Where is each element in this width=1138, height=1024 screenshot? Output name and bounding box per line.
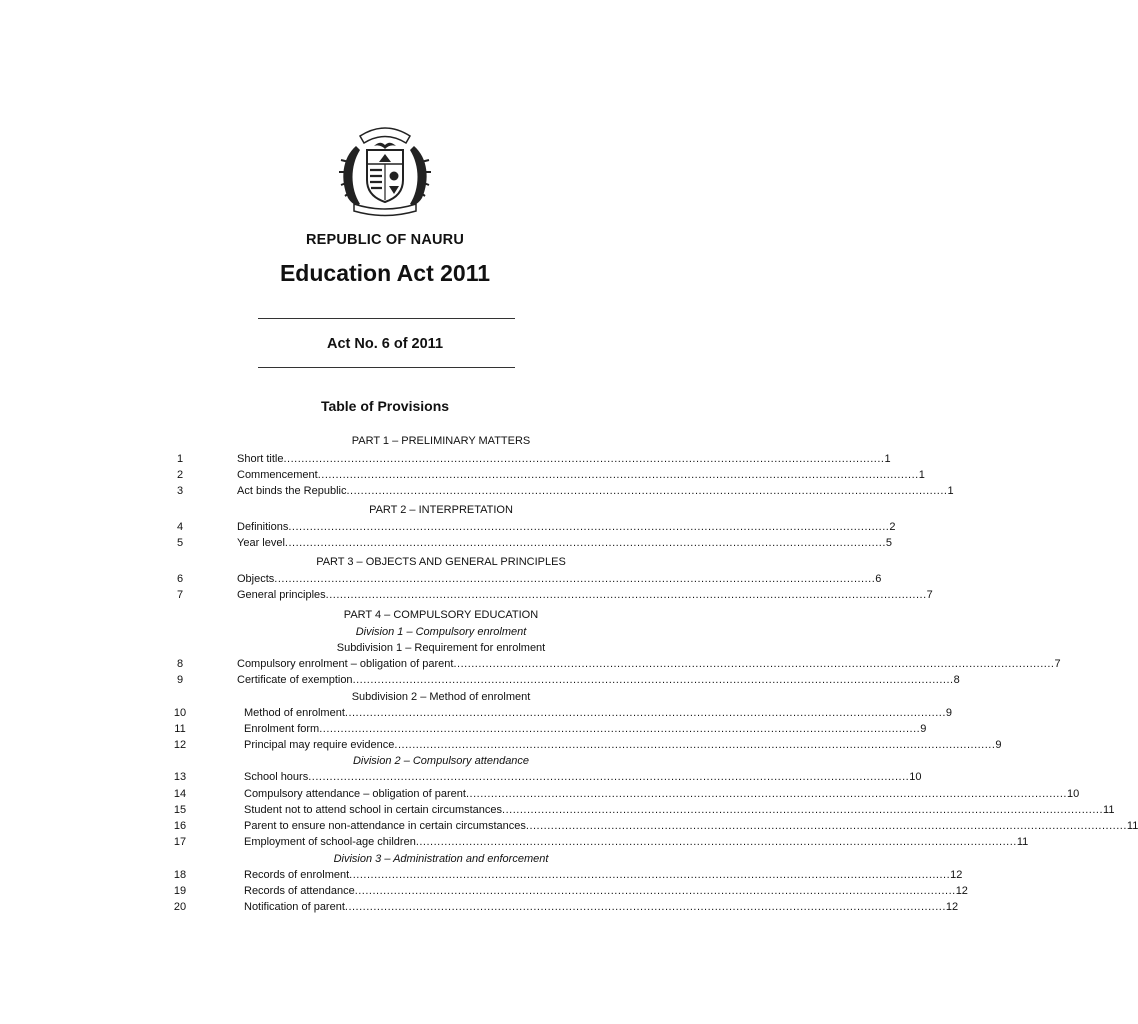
dot-leader: .........................................................................................................................................................................	[415, 836, 1017, 848]
dot-leader: .........................................................................................................................................................................	[502, 804, 1104, 816]
dot-leader: .........................................................................................................................................................................	[453, 658, 1055, 670]
page-number: 7	[1054, 658, 1061, 670]
toc-part-heading: PART 4 – COMPULSORY EDUCATION	[343, 609, 539, 621]
page-number: 11	[1126, 820, 1138, 832]
page-number: 12	[950, 869, 963, 881]
section-title: Principal may require evidence	[244, 739, 395, 751]
country-name: REPUBLIC OF NAURU	[305, 232, 465, 248]
toc-entry-line	[244, 834, 1029, 850]
section-title: Compulsory enrolment – obligation of parent	[237, 658, 454, 670]
section-title: Records of attendance	[244, 885, 355, 897]
toc-part-heading-row	[0, 607, 770, 623]
page-number: 1	[918, 469, 925, 481]
dot-leader: .........................................................................................................................................................................	[352, 674, 954, 686]
section-title: Objects	[237, 573, 275, 585]
section-number: 6	[176, 573, 184, 585]
page-number: 12	[955, 885, 968, 897]
toc-entry-line	[244, 786, 1080, 802]
section-number: 18	[173, 869, 187, 881]
toc-entry	[0, 467, 925, 483]
page-number: 9	[995, 739, 1002, 751]
section-number: 17	[173, 836, 187, 848]
section-number: 13	[173, 771, 187, 783]
toc-entry-line	[244, 769, 922, 785]
toc-part-heading: PART 3 – OBJECTS AND GENERAL PRINCIPLES	[316, 556, 566, 568]
toc-entry	[0, 786, 1080, 802]
page-number: 11	[1103, 804, 1115, 816]
toc-entry	[0, 721, 927, 737]
page-number: 2	[889, 521, 896, 533]
act-number: Act No. 6 of 2011	[326, 336, 444, 352]
toc-entry-line	[237, 571, 882, 587]
toc-entry	[0, 519, 896, 535]
section-title: General principles	[237, 589, 326, 601]
section-title: School hours	[244, 771, 309, 783]
toc-part-heading: PART 2 – INTERPRETATION	[369, 504, 513, 516]
toc-subdivision-heading: Subdivision 2 – Method of enrolment	[351, 691, 531, 703]
section-number: 11	[174, 723, 186, 735]
page-number: 11	[1016, 836, 1029, 848]
page-number: 1	[884, 453, 891, 465]
section-number: 19	[173, 885, 187, 897]
toc-entry-line	[244, 818, 1138, 834]
section-number: 2	[176, 469, 184, 481]
dot-leader: .........................................................................................................................................................................	[344, 707, 946, 719]
page-number: 10	[1066, 788, 1080, 800]
toc-entry	[0, 705, 953, 721]
page-number: 9	[945, 707, 953, 719]
section-title: Commencement	[237, 469, 318, 481]
toc-entry-line	[237, 483, 954, 499]
page-number: 10	[909, 771, 922, 783]
page-number: 6	[875, 573, 882, 585]
page-number: 9	[920, 723, 927, 735]
toc-entry-line	[244, 802, 1115, 818]
toc-entry	[0, 571, 882, 587]
toc-subdivision-heading-row	[0, 689, 770, 705]
toc-entry	[0, 483, 954, 499]
page-number: 1	[947, 485, 954, 497]
section-number: 8	[176, 658, 184, 670]
toc-entry	[0, 802, 1115, 818]
section-number: 9	[176, 674, 184, 686]
toc-part-heading-row	[0, 502, 770, 518]
toc-entry	[0, 818, 1138, 834]
toc-entry	[0, 737, 1002, 753]
dot-leader: .........................................................................................................................................................................	[283, 453, 885, 465]
dot-leader: .........................................................................................................................................................................	[284, 537, 886, 549]
section-title: Method of enrolment	[244, 707, 345, 719]
toc-division-heading: Division 2 – Compulsory attendance	[352, 755, 530, 767]
dot-leader: .........................................................................................................................................................................	[344, 901, 946, 913]
dot-leader: .........................................................................................................................................................................	[274, 573, 876, 585]
toc-entry-line	[237, 672, 960, 688]
page-title: Education Act 2011	[279, 260, 491, 286]
toc-entry-line	[237, 519, 896, 535]
section-title: Student not to attend school in certain circumstances	[244, 804, 503, 816]
toc-entry	[0, 867, 963, 883]
section-number: 4	[176, 521, 184, 533]
toc-division-heading: Division 3 – Administration and enforcement	[333, 853, 549, 865]
toc-entry-line	[237, 587, 933, 603]
toc-part-heading: PART 1 – PRELIMINARY MATTERS	[351, 435, 531, 447]
dot-leader: .........................................................................................................................................................................	[317, 469, 919, 481]
section-title: Parent to ensure non-attendance in certain circumstances	[244, 820, 526, 832]
section-number: 15	[173, 804, 187, 816]
toc-entry	[0, 883, 968, 899]
toc-entry-line	[244, 737, 1002, 753]
toc-division-heading: Division 1 – Compulsory enrolment	[355, 626, 527, 638]
section-title: Definitions	[237, 521, 289, 533]
toc-division-heading-row	[0, 851, 770, 867]
toc-entry-line	[237, 656, 1061, 672]
section-number: 10	[173, 707, 187, 719]
dot-leader: .........................................................................................................................................................................	[308, 771, 910, 783]
dot-leader: .........................................................................................................................................................................	[346, 485, 948, 497]
toc-entry-line	[237, 467, 925, 483]
toc-entry-line	[244, 867, 963, 883]
toc-entry	[0, 834, 1029, 850]
toc-entry-line	[244, 899, 959, 915]
toc-part-heading-row	[0, 433, 770, 449]
dot-leader: .........................................................................................................................................................................	[525, 820, 1127, 832]
toc-entry-line	[237, 451, 891, 467]
dot-leader: .........................................................................................................................................................................	[394, 739, 996, 751]
section-number: 7	[176, 589, 184, 601]
toc-division-heading-row	[0, 753, 770, 769]
dot-leader: .........................................................................................................................................................................	[325, 589, 927, 601]
toc-entry	[0, 672, 960, 688]
toc-heading: Table of Provisions	[320, 398, 450, 414]
toc-subdivision-heading-row	[0, 640, 770, 656]
section-title: Notification of parent	[244, 901, 345, 913]
toc-part-heading-row	[0, 554, 770, 570]
page-number: 5	[885, 537, 893, 549]
dot-leader: .........................................................................................................................................................................	[319, 723, 921, 735]
section-number: 5	[176, 537, 184, 549]
toc-entry	[0, 769, 922, 785]
section-number: 12	[173, 739, 187, 751]
dot-leader: .........................................................................................................................................................................	[465, 788, 1067, 800]
dot-leader: .........................................................................................................................................................................	[349, 869, 951, 881]
toc-subdivision-heading: Subdivision 1 – Requirement for enrolment	[336, 642, 546, 654]
section-number: 14	[173, 788, 187, 800]
page-number: 12	[945, 901, 959, 913]
dot-leader: .........................................................................................................................................................................	[288, 521, 890, 533]
section-number: 1	[176, 453, 184, 465]
dot-leader: .........................................................................................................................................................................	[354, 885, 956, 897]
toc-entry-line	[244, 883, 968, 899]
toc-entry-line	[244, 721, 927, 737]
section-number: 3	[176, 485, 184, 497]
section-title: Short title	[237, 453, 284, 465]
section-title: Year level	[237, 537, 285, 549]
section-title: Certificate of exemption	[237, 674, 353, 686]
section-title: Records of enrolment	[244, 869, 350, 881]
section-title: Act binds the Republic	[237, 485, 347, 497]
section-title: Employment of school-age children	[244, 836, 416, 848]
section-title: Compulsory attendance – obligation of parent	[244, 788, 466, 800]
toc-entry	[0, 656, 1061, 672]
toc-entry-line	[244, 705, 953, 721]
section-number: 16	[173, 820, 187, 832]
toc-entry	[0, 451, 891, 467]
toc-entry	[0, 899, 959, 915]
toc-entry	[0, 535, 893, 551]
page-number: 7	[926, 589, 933, 601]
toc-entry	[0, 587, 933, 603]
section-title: Enrolment form	[244, 723, 320, 735]
toc-division-heading-row	[0, 624, 770, 640]
section-number: 20	[173, 901, 187, 913]
page-number: 8	[953, 674, 960, 686]
toc-entry-line	[237, 535, 893, 551]
